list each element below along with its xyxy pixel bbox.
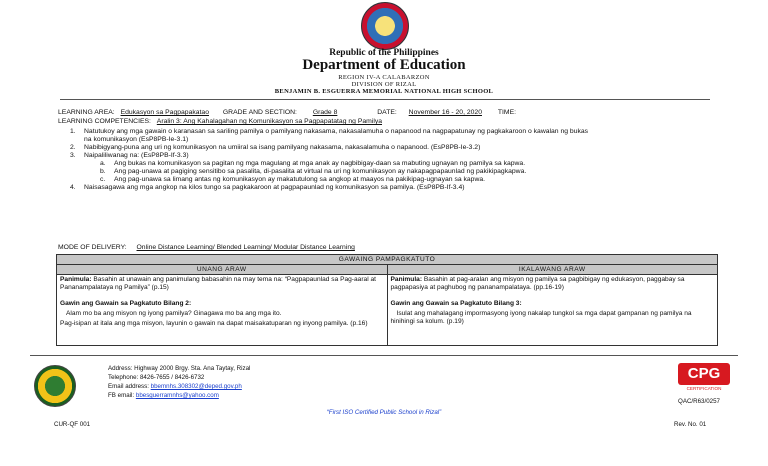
- competency-subitem: a. Ang bukas na komunikasyon sa pagitan ng mga magulang at mga anak ay nagbibigay-daan sa mabuting ugnayan ng pamilya sa kapwa.: [100, 160, 526, 167]
- cpg-logo: CPG: [678, 363, 730, 385]
- region-line: REGION IV-A CALABARZON: [338, 74, 430, 81]
- form-code: CUR-QF 001: [54, 421, 91, 428]
- header-divider: [60, 99, 710, 100]
- day1-cell: Panimula: Basahin at unawain ang panimulang babasahin na may tema na: “Pagpapaunlad sa Pag-aaral at Pananampalataya ng Pamilya” (p.15) Gawin ang Gawain sa Pagkatuto Bilang 2: Alam mo ba ang misyon ng iyong pamilya? Ginagawa mo ba ang mga ito. Pag-isipan at itala ang mga misyon, layunin o gawain na dapat maisakatuparan ng inyong pamilya. (p.16): [57, 275, 388, 346]
- info-row: [58, 110, 588, 117]
- activities-table: [56, 254, 718, 346]
- lesson-title: Aralin 3: Ang Kahalagahan ng Komunikasyon sa Pagpapatatag ng Pamilya: [156, 118, 383, 125]
- school-name: BENJAMIN B. ESGUERRA MEMORIAL NATIONAL HIGH SCHOOL: [274, 88, 494, 95]
- learning-area-value: Edukasyon sa Pagpapakatao: [120, 109, 209, 116]
- footer-email-link[interactable]: bbemnhs.308302@deped.gov.ph: [150, 383, 242, 390]
- competency-item: 4. Naisasagawa ang mga angkop na kilos tungo sa pagkakaroon at pagpapaunlad ng komunikasyon sa pamilya. (EsP8PB-If-3.4): [70, 184, 465, 191]
- footer-telephone: Telephone: 8426-7655 / 8426-6732: [108, 374, 205, 381]
- certification-code: QAC/R63/0257: [678, 398, 720, 405]
- footer-fb-label: FB email:: [108, 392, 135, 399]
- competency-item: 1. Natutukoy ang mga gawain o karanasan sa sariling pamilya o pamilyang nakasama, nakasalamuha o napanood na nagpapatunay ng pagkakaroon o kawalan ng bukas: [70, 128, 589, 135]
- republic-line: Republic of the Philippines: [329, 48, 439, 58]
- department-title: Department of Education: [302, 57, 466, 73]
- school-logo: [34, 365, 76, 407]
- date-label: DATE:: [377, 109, 397, 116]
- footer-tagline: “First ISO Certified Public School in Rizal”: [326, 409, 442, 416]
- grade-label: GRADE AND SECTION:: [222, 109, 297, 116]
- footer-fb-link[interactable]: bbesguerramnhs@yahoo.com: [135, 392, 219, 399]
- competency-item: na komunikasyon (EsP8PB-Ie-3.1): [84, 136, 189, 143]
- day2-title: IKALAWANG ARAW: [387, 265, 718, 275]
- day1-title: UNANG ARAW: [57, 265, 388, 275]
- time-label: TIME:: [497, 109, 516, 116]
- division-line: DIVISION OF RIZAL: [351, 81, 417, 88]
- competency-subitem: c. Ang pag-unawa sa limang antas ng komunikasyon ay makatutulong sa angkop at maayos na pakikipag-ugnayan sa kapwa.: [100, 176, 486, 183]
- delivery-label: MODE OF DELIVERY:: [58, 244, 127, 251]
- date-value: November 16 - 20, 2020: [408, 109, 482, 116]
- competency-item: 2. Nabibigyang-puna ang uri ng komunikasyon na umiiral sa isang pamilyang nakasama, nakasalamuha o napanood. (EsP8PB-Ie-3.2): [70, 144, 481, 151]
- cpg-subtitle: CERTIFICATION: [686, 386, 722, 391]
- deped-seal-logo: [361, 2, 409, 50]
- footer-address: Address: Highway 2000 Brgy. Sta. Ana Taytay, Rizal: [108, 365, 251, 372]
- footer-contact: [108, 364, 250, 400]
- learning-area-label: LEARNING AREA:: [58, 109, 115, 116]
- competency-item: 3. Naipaliliwanag na: (EsP8PB-If-3.3): [70, 152, 189, 159]
- grade-value: Grade 8: [312, 109, 338, 116]
- footer-divider: [30, 355, 738, 356]
- activities-header: GAWAING PAMPAGKATUTO: [57, 255, 718, 265]
- competency-subitem: b. Ang pag-unawa at pagiging sensitibo sa pasalita, di-pasalita at virtual na uri ng komunikasyon ay nakapagpapaunlad ng pakikipagkapwa.: [100, 168, 527, 175]
- competencies-label: LEARNING COMPETENCIES:: [58, 118, 151, 125]
- revision-number: Rev. No. 01: [674, 421, 707, 428]
- delivery-row: [58, 245, 395, 252]
- footer-email-label: Email address:: [108, 383, 149, 390]
- day2-cell: Panimula: Basahin at pag-aralan ang misyon ng pamilya sa pagbibigay ng edukasyon, paggabay sa pagpapasiya at paghubog ng pananampalataya. (pp.16-19) Gawin ang Gawain sa Pagkatuto Bilang 3: Isulat ang mahalagang impormasyong iyong nakalap tungkol sa mga dapat gampanan ng pamilya na hinihingi sa kolum. (p.19): [387, 275, 718, 346]
- delivery-value: Online Distance Learning/ Blended Learning/ Modular Distance Learning: [136, 244, 355, 251]
- competencies-heading: [58, 119, 382, 126]
- competencies-list: [70, 128, 724, 192]
